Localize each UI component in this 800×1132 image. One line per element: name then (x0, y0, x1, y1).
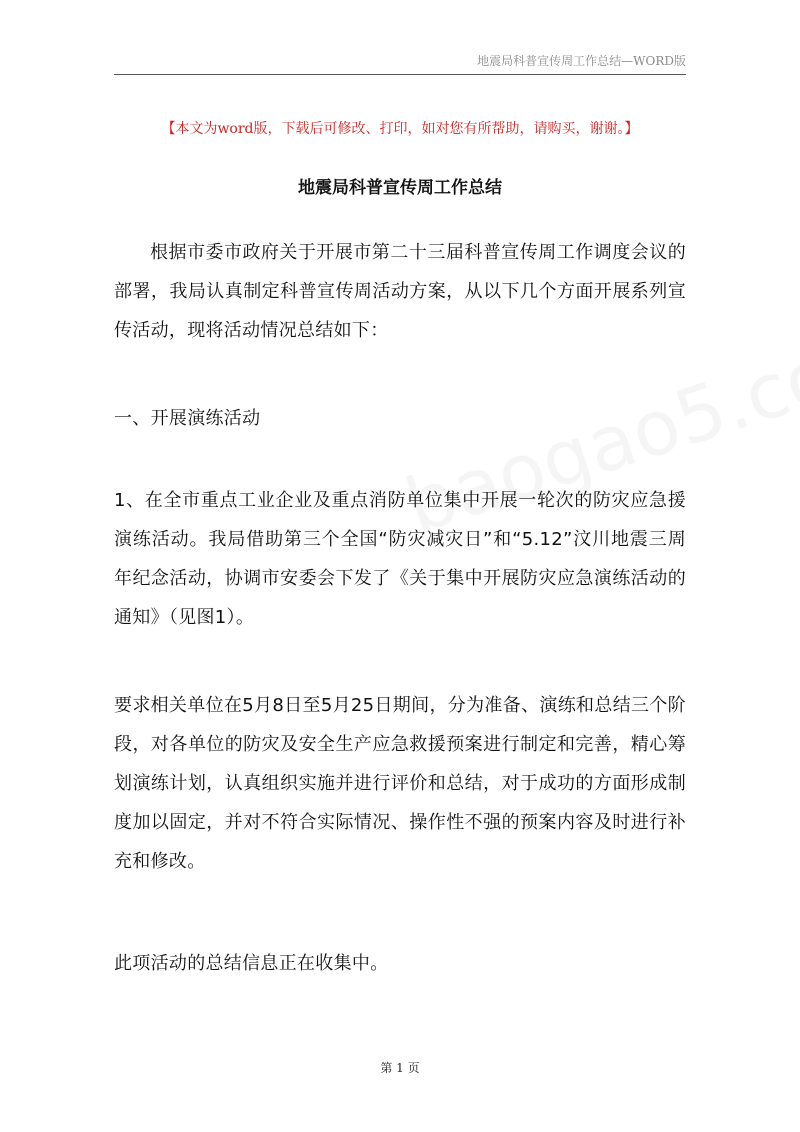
requirements-paragraph: 要求相关单位在5月8日至5月25日期间，分为准备、演练和总结三个阶段，对各单位的防灾及安全生产应急救援预案进行制定和完善，精心筹划演练计划，认真组织实施并进行评价和总结，对于成功的方面形成制度加以固定，并对不符合实际情况、操作性不强的预案内容及时进行补充和修改。 (114, 695, 686, 872)
status-paragraph: 此项活动的总结信息正在收集中。 (114, 953, 389, 974)
section-heading: 一、开展演练活动 (114, 408, 261, 429)
document-title: 地震局科普宣传周工作总结 (298, 178, 502, 198)
running-header: 地震局科普宣传周工作总结—WORD版 (477, 54, 686, 68)
page-number: 第 1 页 (380, 1061, 420, 1075)
item-block (114, 481, 686, 637)
header-divider (114, 74, 686, 75)
status-block (114, 944, 686, 983)
intro-paragraph: 根据市委市政府关于开展市第二十三届科普宣传周工作调度会议的部署，我局认真制定科普宣传周活动方案，从以下几个方面开展系列宣传活动，现将活动情况总结如下： (114, 242, 686, 341)
download-notice: 【本文为word版，下载后可修改、打印，如对您有所帮助，请购买，谢谢。】 (161, 121, 639, 137)
document-body (114, 233, 686, 350)
item-1-paragraph: 1、在全市重点工业企业及重点消防单位集中开展一轮次的防灾应急援演练活动。我局借助第三个全国“防灾减灾日”和“5.12”汶川地震三周年纪念活动，协调市安委会下发了《关于集中开展防灾应急演练活动的通知》（见图1）。 (114, 490, 686, 628)
requirements-block (114, 686, 686, 881)
